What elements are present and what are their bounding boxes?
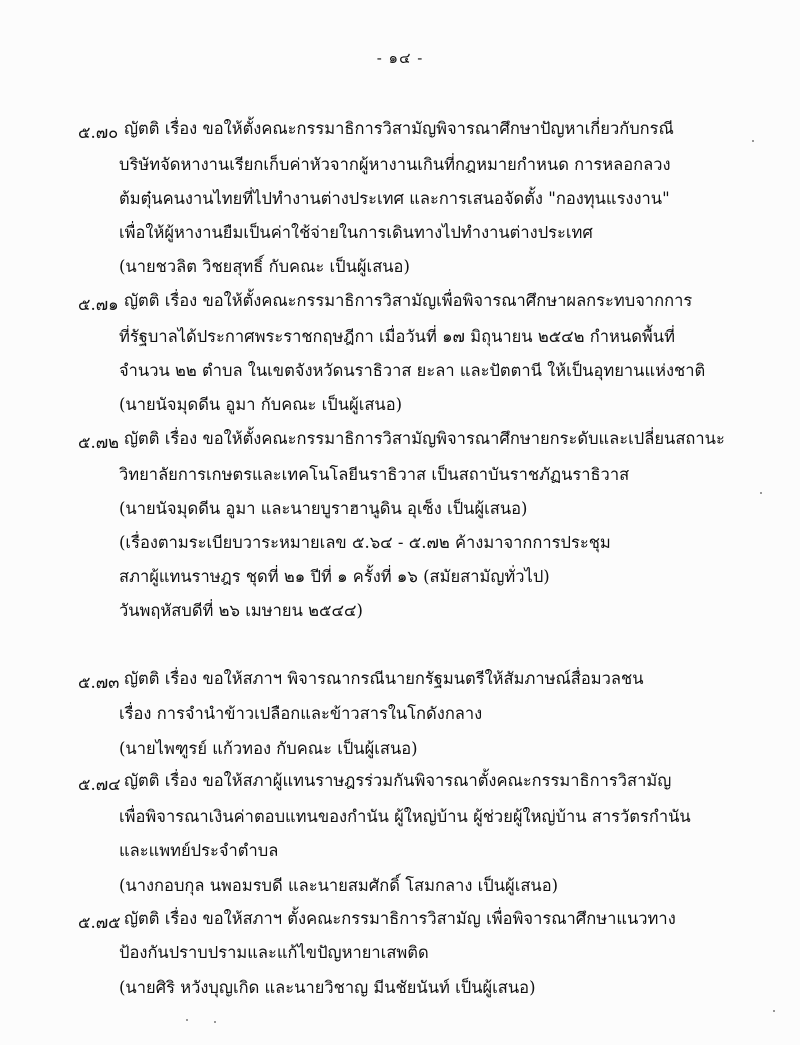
agenda-item-proposer: (นายศิริ หวังบุญเกิด และนายวิชาญ มีนชัยนันท์ เป็นผู้เสนอ) <box>119 978 536 997</box>
scan-speck <box>186 1019 188 1021</box>
scan-speck <box>760 492 762 494</box>
agenda-item-note: (เรื่องตามระเบียบวาระหมายเลข ๕.๖๔ - ๕.๗๒ ค้างมาจากการประชุม <box>119 533 611 552</box>
page-number: - ๑๔ - <box>376 49 424 67</box>
scan-speck <box>752 140 754 142</box>
agenda-item-proposer: (นายชวลิต วิชยสุทธิ์ กับคณะ เป็นผู้เสนอ) <box>119 257 410 276</box>
agenda-item-line: ญัตติ เรื่อง ขอให้สภาฯ พิจารณากรณีนายกรัฐมนตรีให้สัมภาษณ์สื่อมวลชน <box>124 669 644 688</box>
agenda-item-proposer: (นายนัจมุดดีน อูมา กับคณะ เป็นผู้เสนอ) <box>119 395 403 414</box>
agenda-item-line: วิทยาลัยการเกษตรและเทคโนโลยีนราธิวาส เป็นสถาบันราชภัฏนราธิวาส <box>119 465 630 484</box>
scan-speck <box>773 1010 775 1012</box>
agenda-item-line: ญัตติ เรื่อง ขอให้ตั้งคณะกรรมาธิการวิสามัญพิจารณาศึกษายกระดับและเปลี่ยนสถานะ <box>124 429 725 448</box>
agenda-item-number: ๕.๗๓ <box>78 673 120 692</box>
agenda-item-number: ๕.๗๕ <box>78 913 121 932</box>
agenda-item-note: วันพฤหัสบดีที่ ๒๖ เมษายน ๒๕๔๔) <box>119 601 363 620</box>
agenda-item-number: ๕.๗๒ <box>78 433 120 452</box>
agenda-item-line: ญัตติ เรื่อง ขอให้ตั้งคณะกรรมาธิการวิสามัญเพื่อพิจารณาศึกษาผลกระทบจากการ <box>124 291 693 310</box>
agenda-item-line: ต้มตุ๋นคนงานไทยที่ไปทำงานต่างประเทศ และการเสนอจัดตั้ง "กองทุนแรงงาน" <box>119 189 670 208</box>
agenda-item-line: เพื่อพิจารณาเงินค่าตอบแทนของกำนัน ผู้ใหญ่บ้าน ผู้ช่วยผู้ใหญ่บ้าน สารวัตรกำนัน <box>119 807 691 826</box>
agenda-item-note: สภาผู้แทนราษฎร ชุดที่ ๒๑ ปีที่ ๑ ครั้งที่ ๑๖ (สมัยสามัญทั่วไป) <box>119 567 550 586</box>
agenda-item-number: ๕.๗๑ <box>78 295 119 314</box>
agenda-item-line: ญัตติ เรื่อง ขอให้สภาผู้แทนราษฎรร่วมกันพิจารณาตั้งคณะกรรมาธิการวิสามัญ <box>124 771 672 790</box>
agenda-item-line: เพื่อให้ผู้หางานยืมเป็นค่าใช้จ่ายในการเดินทางไปทำงานต่างประเทศ <box>119 223 593 242</box>
agenda-item-proposer: (นายนัจมุดดีน อูมา และนายบูราฮานูดิน อุเซ็ง เป็นผู้เสนอ) <box>119 499 528 518</box>
scan-speck <box>214 1021 216 1023</box>
agenda-item-line: ที่รัฐบาลได้ประกาศพระราชกฤษฎีกา เมื่อวันที่ ๑๗ มิถุนายน ๒๕๔๒ กำหนดพื้นที่ <box>119 327 675 346</box>
agenda-item-line: ป้องกันปราบปรามและแก้ไขปัญหายาเสพติด <box>119 943 429 962</box>
agenda-item-number: ๕.๗๐ <box>78 123 119 142</box>
agenda-item-line: ญัตติ เรื่อง ขอให้สภาฯ ตั้งคณะกรรมาธิการวิสามัญ เพื่อพิจารณาศึกษาแนวทาง <box>124 909 676 928</box>
agenda-item-line: บริษัทจัดหางานเรียกเก็บค่าหัวจากผู้หางานเกินที่กฎหมายกำหนด การหลอกลวง <box>119 155 671 174</box>
agenda-item-line: ญัตติ เรื่อง ขอให้ตั้งคณะกรรมาธิการวิสามัญพิจารณาศึกษาปัญหาเกี่ยวกับกรณี <box>124 119 674 138</box>
agenda-item-line: เรื่อง การจำนำข้าวเปลือกและข้าวสารในโกดังกลาง <box>119 704 483 723</box>
agenda-item-line: และแพทย์ประจำตำบล <box>119 841 279 860</box>
agenda-item-number: ๕.๗๔ <box>78 775 121 794</box>
agenda-item-proposer: (นางกอบกุล นพอมรบดี และนายสมศักดิ์ โสมกลาง เป็นผู้เสนอ) <box>119 876 559 895</box>
agenda-item-proposer: (นายไพฑูรย์ แก้วทอง กับคณะ เป็นผู้เสนอ) <box>119 739 418 758</box>
agenda-item-line: จำนวน ๒๒ ตำบล ในเขตจังหวัดนราธิวาส ยะลา และปัตตานี ให้เป็นอุทยานแห่งชาติ <box>119 361 706 380</box>
